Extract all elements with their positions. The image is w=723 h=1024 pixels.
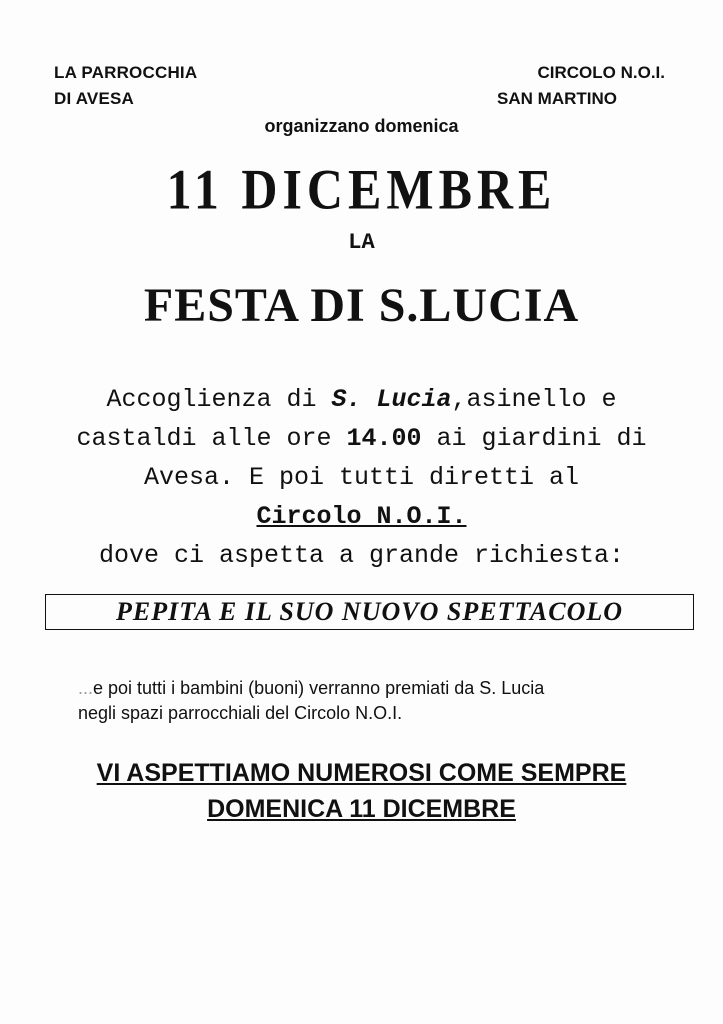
note-dots: ... <box>78 678 94 698</box>
event-title: FESTA DI S.LUCIA <box>143 279 580 332</box>
closing-line1: VI ASPETTIAMO NUMEROSI COME SEMPRE <box>96 759 627 787</box>
saint-name: S. Lucia <box>331 385 452 414</box>
reward-note <box>78 676 678 726</box>
note-line1: e poi tutti i bambini (buoni) verranno premiati da S. Lucia <box>93 678 545 698</box>
organizer-right-line2: SAN MARTINO <box>497 89 617 108</box>
organizer-right-line1: CIRCOLO N.O.I. <box>537 63 665 82</box>
closing-message <box>0 755 723 827</box>
organizer-right <box>497 60 665 112</box>
organizer-left <box>54 60 197 112</box>
description-line1: Accoglienza di S. Lucia,asinello e <box>106 385 617 414</box>
article-la: LA <box>348 230 375 255</box>
organizer-left-line1: LA PARROCCHIA <box>54 63 198 82</box>
event-date: 11 DICEMBRE <box>166 156 557 222</box>
organize-line: organizzano domenica <box>264 116 459 136</box>
description-line5: dove ci aspetta a grande richiesta: <box>98 541 625 570</box>
highlight-show: PEPITA E IL SUO NUOVO SPETTACOLO <box>115 597 624 626</box>
note-line2: negli spazi parrocchiali del Circolo N.O.I. <box>78 703 403 723</box>
description-line3: Avesa. E poi tutti diretti al <box>143 463 580 492</box>
event-description <box>40 380 683 575</box>
organizer-left-line2: DI AVESA <box>54 89 135 108</box>
venue-name: Circolo N.O.I. <box>256 502 467 531</box>
highlight-box <box>45 594 694 630</box>
description-line2: castaldi alle ore 14.00 ai giardini di <box>76 424 647 453</box>
closing-line2: DOMENICA 11 DICEMBRE <box>207 795 516 823</box>
event-time: 14.00 <box>346 424 422 453</box>
